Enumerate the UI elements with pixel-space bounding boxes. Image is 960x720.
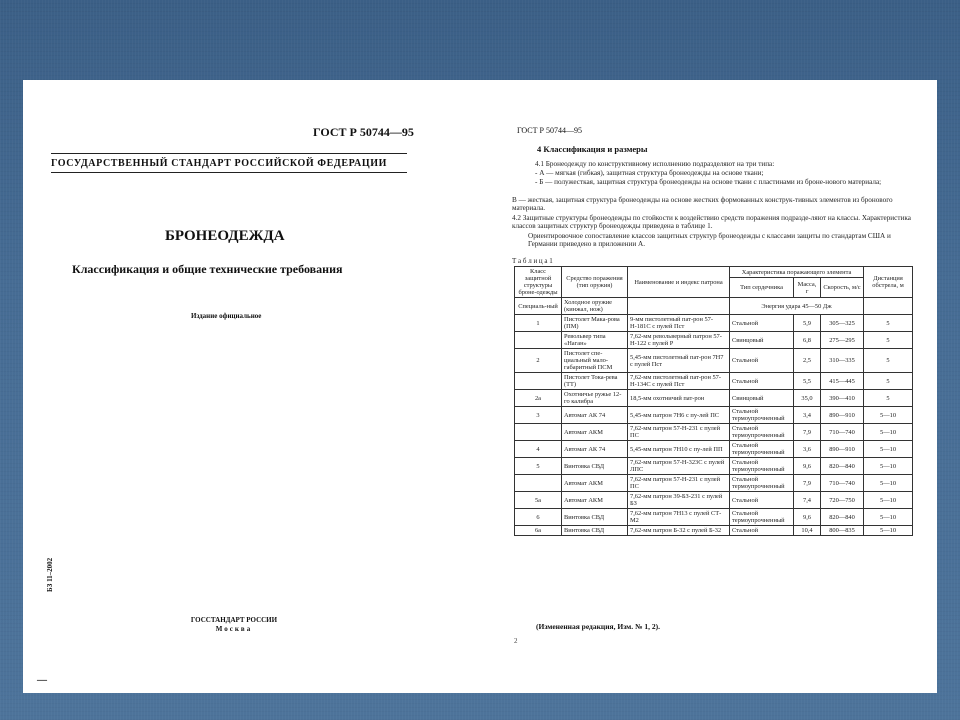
cell-core: Стальной — [730, 315, 794, 332]
cell-speed: 305—325 — [821, 315, 864, 332]
cell-mass: 7,9 — [794, 424, 821, 441]
header-rule — [51, 172, 407, 173]
cell-class: 6 — [515, 509, 562, 526]
cell-weapon: Автомат АК 74 — [562, 441, 628, 458]
cell-weapon: Охотничье ружье 12-го калибра — [562, 390, 628, 407]
corner-mark: — — [37, 675, 47, 686]
table-row — [515, 390, 913, 407]
header-mass: Масса, г — [794, 278, 821, 298]
cell-core: Стальной — [730, 349, 794, 373]
cell-class: 2а — [515, 390, 562, 407]
cell-mass: 3,6 — [794, 441, 821, 458]
document-subtitle: Классификация и общие технические требования — [72, 262, 343, 276]
table-row — [515, 441, 913, 458]
table-row — [515, 526, 913, 536]
cell-core: Свинцовый — [730, 390, 794, 407]
cell-speed: 310—335 — [821, 349, 864, 373]
cell-core: Стальной термоупрочненный — [730, 458, 794, 475]
classification-table — [514, 266, 913, 536]
cell-weapon: Автомат АК 74 — [562, 407, 628, 424]
cell-distance: 5—10 — [864, 407, 913, 424]
cell-cartridge: 9-мм пистолетный пат-рон 57-Н-181С с пулей Пст — [628, 315, 730, 332]
cell-mass: 3,4 — [794, 407, 821, 424]
cell-mass: 5,9 — [794, 315, 821, 332]
cell-distance: 5—10 — [864, 492, 913, 509]
header-cartridge: Наименование и индекс патрона — [628, 267, 730, 298]
paragraph-type-a: - А — мягкая (гибкая), защитная структура бронеодежды на основе ткани; — [535, 169, 764, 177]
cell-weapon: Автомат АКМ — [562, 492, 628, 509]
table-row — [515, 475, 913, 492]
cell-distance: 5—10 — [864, 424, 913, 441]
official-edition-note: Издание официальное — [191, 312, 262, 320]
cell-weapon: Винтовка СВД — [562, 458, 628, 475]
table-row — [515, 315, 913, 332]
paragraph-4-2: 4.2 Защитные структуры бронеодежды по стойкости к воздействию средств поражения подразде-ляют на классы. Характеристика классов защитных структур бронеодежды приведена в таблице 1. — [512, 214, 911, 231]
cell-cartridge: 7,62-мм патрон 57-Н-231 с пулей ПС — [628, 475, 730, 492]
cell-mass: 6,8 — [794, 332, 821, 349]
cell-cartridge: 7,62-мм патрон 39-БЗ-231 с пулей БЗ — [628, 492, 730, 509]
paragraph-type-v: В — жесткая, защитная структура бронеодежды на основе жестких формованных конструк-тивных элементов из бронового материала. — [512, 196, 893, 213]
cell-core: Стальной — [730, 373, 794, 390]
cell-distance: 5—10 — [864, 475, 913, 492]
cell-core: Стальной термоупрочненный — [730, 509, 794, 526]
cell-class: 1 — [515, 315, 562, 332]
cell-speed: 890—910 — [821, 441, 864, 458]
cell-mass: 2,5 — [794, 349, 821, 373]
cell-energy: Энергия удара 45—50 Дж — [730, 298, 864, 315]
cell-weapon: Холодное оружие (кинжал, нож) — [562, 298, 628, 315]
cell-distance: 5 — [864, 349, 913, 373]
section-title: 4 Классификация и размеры — [537, 144, 648, 154]
cell-class: 2 — [515, 349, 562, 373]
state-standard-header: ГОСУДАРСТВЕННЫЙ СТАНДАРТ РОССИЙСКОЙ ФЕДЕРАЦИИ — [51, 158, 387, 169]
cell-distance: 5 — [864, 332, 913, 349]
header-class: Класс защитной структуры броне-одежды — [515, 267, 562, 298]
paragraph-appendix: Ориентировочное сопоставление классов защитных структур бронеодежды с классами защиты по стандартам США и Германии приведено в приложении А. — [528, 232, 891, 249]
cell-cartridge: 7,62-мм патрон 57-Н-323С с пулей ЛПС — [628, 458, 730, 475]
table-header-row — [515, 267, 913, 278]
cell-weapon: Автомат АКМ — [562, 424, 628, 441]
cell-class — [515, 373, 562, 390]
table-row — [515, 424, 913, 441]
paragraph-type-b: - Б — полужесткая, защитная структура бронеодежды на основе ткани с пластинами из броне-нового материала; — [535, 178, 882, 186]
publisher-city: Москва — [215, 625, 253, 633]
cell-class: 5 — [515, 458, 562, 475]
cell-speed: 800—835 — [821, 526, 864, 536]
cell-weapon: Пистолет спе-циальный мало-габаритный ПСМ — [562, 349, 628, 373]
cell-speed: 415—445 — [821, 373, 864, 390]
table-row — [515, 349, 913, 373]
publisher-block — [189, 616, 279, 634]
header-speed: Скорость, м/с — [821, 278, 864, 298]
cell-mass: 35,0 — [794, 390, 821, 407]
cell-core: Стальной термоупрочненный — [730, 424, 794, 441]
cell-speed: 820—840 — [821, 458, 864, 475]
cell-core: Свинцовый — [730, 332, 794, 349]
cell-mass: 7,9 — [794, 475, 821, 492]
header-core: Тип сердечника — [730, 278, 794, 298]
cell-cartridge: 7,62-мм револьверный патрон 57-Н-122 с пулей Р — [628, 332, 730, 349]
cell-class — [515, 332, 562, 349]
cell-mass: 9,6 — [794, 458, 821, 475]
header-weapon: Средство поражения (тип оружия) — [562, 267, 628, 298]
header-element: Характеристика поражающего элемента — [730, 267, 864, 278]
table-row — [515, 458, 913, 475]
cell-class: 4 — [515, 441, 562, 458]
cell-mass: 10,4 — [794, 526, 821, 536]
cell-class: Специаль-ный — [515, 298, 562, 315]
cell-distance: 5 — [864, 315, 913, 332]
cell-core: Стальной термоупрочненный — [730, 407, 794, 424]
cell-speed: 890—910 — [821, 407, 864, 424]
table-row — [515, 332, 913, 349]
cell-speed: 710—740 — [821, 475, 864, 492]
cell-class: 3 — [515, 407, 562, 424]
cell-cartridge: 7,62-мм пистолетный пат-рон 57-Н-134С с пулей Пст — [628, 373, 730, 390]
cell-speed: 710—740 — [821, 424, 864, 441]
cell-weapon: Винтовка СВД — [562, 509, 628, 526]
cell-core: Стальной термоупрочненный — [730, 475, 794, 492]
page-number: 2 — [514, 637, 518, 645]
cell-distance: 5—10 — [864, 441, 913, 458]
publisher-name: ГОССТАНДАРТ РОССИИ — [190, 616, 278, 624]
cell-cartridge: 7,62-мм патрон 57-Н-231 с пулей ПС — [628, 424, 730, 441]
cell-speed: 390—410 — [821, 390, 864, 407]
cell-speed: 820—840 — [821, 509, 864, 526]
table-row-special — [515, 298, 913, 315]
cell-class — [515, 424, 562, 441]
amendment-note: (Измененная редакция, Изм. № 1, 2). — [536, 622, 661, 631]
document-title: БРОНЕОДЕЖДА — [165, 228, 285, 244]
table-row — [515, 492, 913, 509]
gost-number-left: ГОСТ Р 50744—95 — [313, 125, 414, 139]
cell-class: 5а — [515, 492, 562, 509]
paragraph-4-1: 4.1 Бронеодежду по конструктивному исполнению подразделяют на три типа: — [535, 160, 775, 168]
cell-class: 6а — [515, 526, 562, 536]
cell-core: Стальной термоупрочненный — [730, 441, 794, 458]
header-distance: Дистанция обстрела, м — [864, 267, 913, 298]
cell-class — [515, 475, 562, 492]
cell-distance: 5 — [864, 373, 913, 390]
cell-cartridge: 5,45-мм патрон 7Н6 с пу-лей ПС — [628, 407, 730, 424]
cell-cartridge: 5,45-мм патрон 7Н10 с пу-лей ПП — [628, 441, 730, 458]
cell-mass: 7,4 — [794, 492, 821, 509]
cell-weapon: Пистолет Мака-рова (ПМ) — [562, 315, 628, 332]
cell-weapon: Револьвер типа «Наган» — [562, 332, 628, 349]
cell-mass: 5,5 — [794, 373, 821, 390]
table-row — [515, 407, 913, 424]
cell-cartridge — [628, 298, 730, 315]
gost-number-right: ГОСТ Р 50744—95 — [517, 126, 582, 135]
cell-cartridge: 7,62-мм патрон 7Н13 с пулей СТ-М2 — [628, 509, 730, 526]
cell-weapon: Автомат АКМ — [562, 475, 628, 492]
cell-core: Стальной — [730, 492, 794, 509]
cell-core: Стальной — [730, 526, 794, 536]
table-caption: Т а б л и ц а 1 — [512, 257, 553, 265]
table-row — [515, 373, 913, 390]
cell-distance — [864, 298, 913, 315]
cell-weapon: Пистолет Тока-рева (ТТ) — [562, 373, 628, 390]
cell-mass: 9,6 — [794, 509, 821, 526]
cell-distance: 5 — [864, 390, 913, 407]
table-row — [515, 509, 913, 526]
cell-weapon: Винтовка СВД — [562, 526, 628, 536]
cell-distance: 5—10 — [864, 458, 913, 475]
cell-speed: 720—750 — [821, 492, 864, 509]
cell-distance: 5—10 — [864, 509, 913, 526]
cell-speed: 275—295 — [821, 332, 864, 349]
cell-distance: 5—10 — [864, 526, 913, 536]
cell-cartridge: 7,62-мм патрон Б-32 с пулей Б-32 — [628, 526, 730, 536]
vertical-catalog-code: БЗ 11–2002 — [46, 557, 54, 592]
top-rule — [51, 153, 407, 154]
cell-cartridge: 5,45-мм пистолетный пат-рон 7Н7 с пулей Пст — [628, 349, 730, 373]
cell-cartridge: 18,5-мм охотничий пат-рон — [628, 390, 730, 407]
